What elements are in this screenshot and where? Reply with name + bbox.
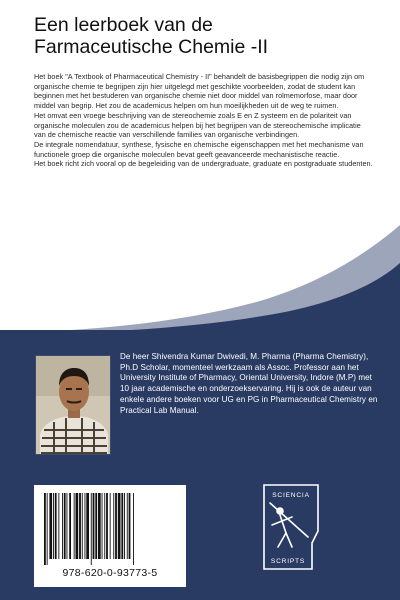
barcode-bar — [115, 493, 117, 559]
barcode-bar — [47, 493, 48, 565]
barcode-bar — [64, 493, 66, 559]
barcode-bar — [104, 493, 105, 559]
description-paragraph: Het boek "A Textbook of Pharmaceutical Chemistry - II" behandelt de basisbegrippen die nodig zijn om organische chemie te begrijpen zijn hier uitgelegd met geschikte voorbeelden, zodat de student kan beginnen met het bestuderen van organische chemie niet door middel van rolmemorfose, maar door middel van begrip. Het zou de academicus helpen om hun moeilijkheden uit de weg te ruimen. — [34, 72, 365, 111]
barcode-bar — [76, 493, 79, 559]
description-paragraph: De integrale nomendatuur, synthese, fysische en chemische eigenschappen met het mechanisme van functionele groep die organische moleculen bevat geeft geavanceerde mechanistische reactie. — [34, 139, 364, 159]
book-description — [34, 72, 374, 169]
barcode-bar — [53, 493, 54, 559]
publisher-top-text: SCIENCIA — [272, 492, 310, 499]
barcode-bar — [62, 493, 63, 559]
barcode-panel — [34, 485, 186, 587]
barcode-bar — [85, 493, 86, 559]
barcode-bar — [113, 493, 114, 559]
description-paragraph: Het omvat een vroege beschrijving van de stereochemie zoals E en Z systeem en de polariteit van organische moleculen zou de academicus helpen bij het begrijpen van de stereochemische implicatie van de chemische reactie van verschillende families van organische verbindingen. — [34, 110, 361, 140]
barcode-bar — [79, 493, 81, 559]
barcode-bar — [86, 493, 89, 559]
barcode-bar — [98, 493, 101, 559]
decorative-wave — [0, 205, 400, 335]
barcode-bar — [95, 493, 97, 559]
barcode-bar — [74, 493, 75, 559]
barcode-bar — [82, 493, 83, 559]
barcode-bar — [67, 493, 68, 559]
author-portrait-icon — [36, 356, 111, 455]
description-paragraph: Het boek richt zich vooral op de begeleiding van de undergraduate, graduate en postgraduate studenten. — [34, 159, 373, 169]
barcode-bar — [127, 493, 128, 559]
barcode-bar — [118, 493, 121, 559]
barcode-bar — [58, 493, 59, 559]
barcode-bar — [129, 493, 131, 559]
book-title — [34, 14, 384, 58]
author-bio: De heer Shivendra Kumar Dwivedi, M. Pharma (Pharma Chemistry), Ph.D Scholar, momenteel werkzaam als Assoc. Professor aan het University Institute of Pharmacy, Oriental University, Indore (M.P) met 10 jaar academische en onderzoekservaring. Hij is ook de auteur van enkele andere boeken voor UG en PG in Pharmaceutical Chemistry en Practical Lab Manual. — [120, 352, 378, 415]
barcode-bar — [93, 493, 95, 559]
title-line-1: Een leerboek van de — [34, 14, 213, 36]
barcode-bar — [121, 493, 123, 559]
publisher-bottom-text: SCRIPTS — [270, 558, 306, 565]
barcode — [42, 493, 178, 565]
barcode-bar — [55, 493, 57, 559]
barcode-bar — [133, 493, 134, 565]
author-photo — [35, 355, 111, 455]
isbn-number: 978-620-0-93773-5 — [62, 567, 158, 579]
publisher-logo — [258, 477, 324, 577]
barcode-bar — [110, 493, 111, 559]
barcode-bar — [44, 493, 46, 565]
barcode-bar — [106, 493, 108, 559]
barcode-bar — [91, 493, 92, 565]
barcode-bar — [69, 493, 71, 559]
barcode-bar — [102, 493, 103, 559]
title-line-2: Farmaceutische Chemie -II — [34, 36, 269, 58]
barcode-bar — [124, 493, 125, 559]
barcode-bar — [49, 493, 52, 559]
